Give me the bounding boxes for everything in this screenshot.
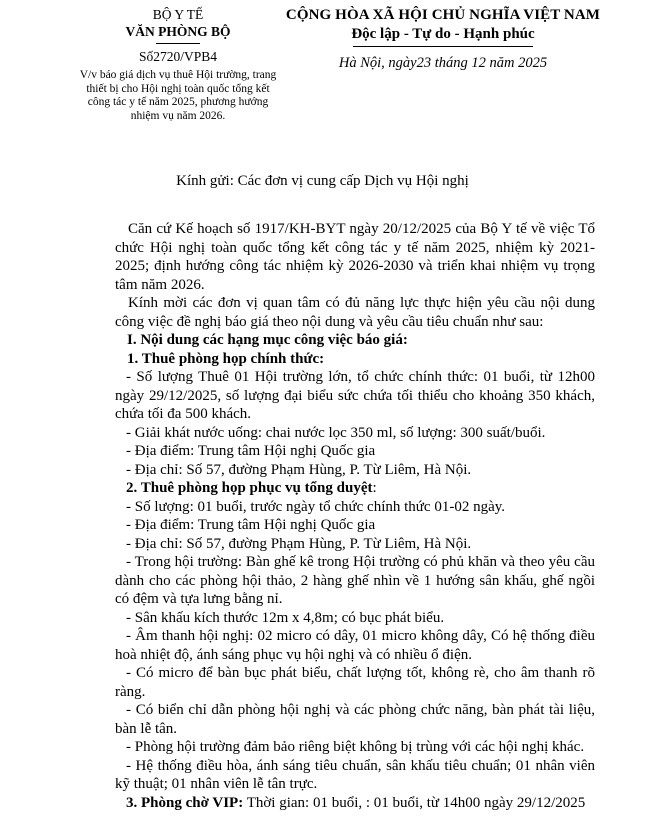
list-item: - Trong hội trường: Bàn ghế kê trong Hội trường có phủ khăn và theo yêu cầu dành cho các phòng hội thảo, 2 hàng ghế nhìn về 1 hướng sân khấu, ghế ngồi có đệm và tựa lưng bằng nỉ.: [115, 554, 595, 607]
list-item: - Số lượng Thuê 01 Hội trường lớn, tổ chức chính thức: 01 buổi, từ 12h00 ngày 29/12/2025, số lượng đại biểu sức chứa tối thiểu cho khoảng 350 khách, chứa tối đa 500 khách.: [115, 369, 595, 422]
issuer-block: [78, 6, 278, 123]
item-1-heading: 1. Thuê phòng họp chính thức:: [127, 350, 325, 367]
list-item: - Giải khát nước uống: chai nước lọc 350 ml, số lượng: 300 suất/buổi.: [126, 424, 546, 441]
ministry-name: BỘ Y TẾ: [152, 7, 204, 22]
place-date: Hà Nội, ngày23 tháng 12 năm 2025: [338, 55, 548, 71]
item-3-heading: 3. Phòng chờ VIP:: [126, 794, 244, 811]
list-item: - Địa điểm: Trung tâm Hội nghị Quốc gia: [126, 517, 376, 533]
motto-underline: [353, 46, 533, 47]
list-item: - Hệ thống điều hòa, ánh sáng tiêu chuẩn, sân khấu tiêu chuẩn; 01 nhân viên kỹ thuật; 01 nhân viên lễ tân trực.: [115, 757, 595, 792]
national-motto: Độc lập - Tự do - Hạnh phúc: [351, 26, 535, 42]
issuer-underline: [156, 43, 200, 44]
list-item: - Có biển chỉ dẫn phòng hội nghị và các phòng chức năng, bàn phát tài liệu, bàn lễ tân.: [115, 702, 595, 737]
list-item: - Âm thanh hội nghị: 02 micro có dây, 01 micro không dây, Có hệ thống điều hoà nhiệt độ, ánh sáng phục vụ hội nghị và có nhiều ổ điện.: [115, 628, 595, 663]
item-2-heading-colon: :: [372, 480, 377, 496]
list-item: - Phòng hội trường đảm bảo riêng biệt không bị trùng với các hội nghị khác.: [126, 739, 585, 755]
list-item: - Sân khấu kích thước 12m x 4,8m; có bục phát biểu.: [126, 609, 445, 626]
recipient-line: Kính gửi: Các đơn vị cung cấp Dịch vụ Hội nghị: [176, 173, 469, 189]
list-item: - Số lượng: 01 buổi, trước ngày tổ chức chính thức 01-02 ngày.: [126, 498, 506, 515]
office-name: VĂN PHÒNG BỘ: [125, 24, 231, 39]
section-heading: I. Nội dung các hạng mục công việc báo giá:: [127, 332, 408, 348]
list-item: - Địa chỉ: Số 57, đường Phạm Hùng, P. Từ Liêm, Hà Nội.: [126, 461, 472, 478]
paragraph-invitation: Kính mời các đơn vị quan tâm có đủ năng lực thực hiện yêu cầu nội dung công việc đề nghị báo giá theo nội dung và yêu cầu tiêu chuẩn như sau:: [115, 295, 595, 330]
republic-title: CỘNG HÒA XÃ HỘI CHỦ NGHĨA VIỆT NAM: [285, 7, 601, 23]
document-body: [115, 220, 595, 812]
item-2-heading-line: [115, 479, 595, 498]
list-item: - Địa chỉ: Số 57, đường Phạm Hùng, P. Từ Liêm, Hà Nội.: [126, 535, 472, 552]
national-heading: [278, 6, 608, 73]
document-subject: V/v báo giá dịch vụ thuê Hội trường, trang thiết bị cho Hội nghị toàn quốc tổng kết công tác y tế năm 2025, phương hướng nhiệm vụ năm 2026.: [79, 69, 277, 122]
list-item: - Địa điểm: Trung tâm Hội nghị Quốc gia: [126, 443, 376, 459]
item-3-line: [115, 794, 595, 813]
item-2-heading: 2. Thuê phòng họp phục vụ tổng duyệt: [126, 480, 373, 496]
paragraph-basis: Căn cứ Kế hoạch số 1917/KH-BYT ngày 20/12/2025 của Bộ Y tế về việc Tổ chức Hội nghị toàn quốc tổng kết công tác y tế năm 2025, nhiệm kỳ 2021-2025; định hướng công tác nhiệm kỳ 2026-2030 và triển khai nhiệm vụ trọng tâm năm 2026.: [115, 221, 595, 293]
document-number: Số2720/VPB4: [138, 49, 218, 64]
list-item: - Có micro để bàn bục phát biểu, chất lượng tốt, không rè, cho âm thanh rõ ràng.: [115, 665, 595, 700]
item-3-text: Thời gian: 01 buổi, : 01 buổi, từ 14h00 ngày 29/12/2025: [243, 794, 586, 811]
